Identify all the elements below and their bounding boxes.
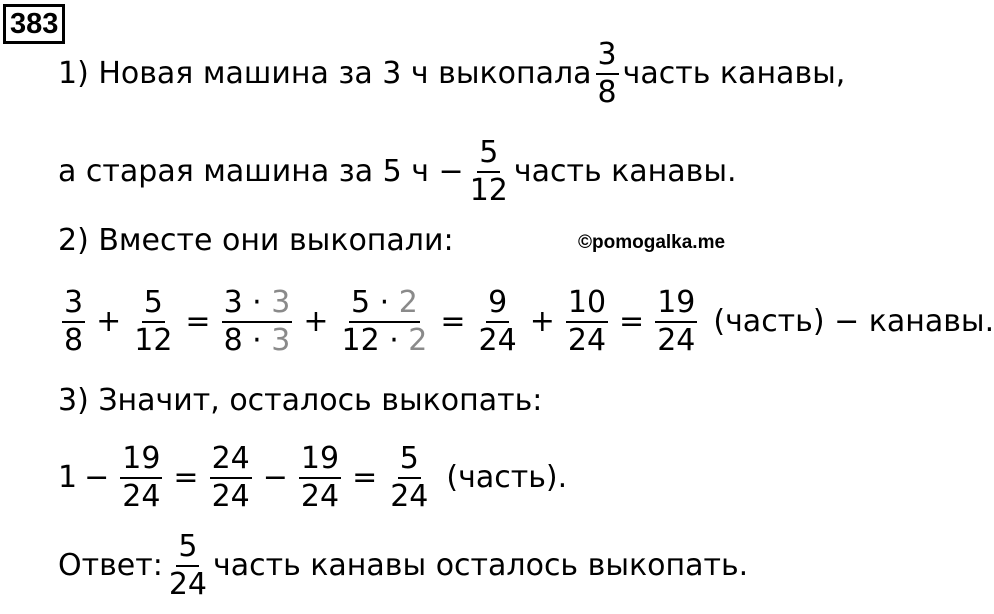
watermark: ©pomogalka.me	[578, 232, 726, 253]
equals-sign: =	[352, 460, 378, 495]
denominator: 12	[469, 173, 508, 208]
answer-tail: часть канавы осталось выкопать.	[213, 548, 749, 583]
line-2-text: а старая машина за 5 ч −	[58, 154, 464, 189]
denominator: 24	[657, 323, 696, 358]
factor: 8 ·	[223, 323, 272, 358]
numerator: 5	[477, 135, 500, 173]
numerator: 3	[596, 37, 619, 75]
equals-sign: =	[440, 304, 466, 339]
line-1-tail: часть канавы,	[622, 56, 846, 91]
numerator: 19	[299, 441, 341, 479]
denominator: 24	[168, 567, 207, 602]
fraction	[62, 285, 85, 359]
plus-sign: +	[96, 304, 122, 339]
denominator	[222, 323, 293, 359]
minus-sign: −	[84, 460, 110, 495]
problem-number: 383	[3, 4, 65, 44]
extra-factor: 3	[271, 323, 291, 358]
denominator: 24	[211, 479, 250, 514]
factor: 3 ·	[223, 285, 272, 320]
denominator: 8	[64, 323, 84, 358]
fraction-result	[655, 285, 697, 359]
plus-sign: +	[529, 304, 555, 339]
fraction	[566, 285, 608, 359]
numerator: 3	[62, 285, 85, 323]
fraction	[477, 285, 519, 359]
denominator: 8	[597, 75, 617, 110]
fraction	[299, 441, 341, 515]
denominator: 24	[567, 323, 607, 358]
numerator: 5	[398, 441, 421, 479]
numerator: 5	[176, 529, 199, 567]
numerator: 10	[566, 285, 608, 323]
line-6-tail: (часть).	[446, 460, 568, 495]
step-2-heading: 2) Вместе они выкопали:	[58, 223, 454, 258]
fraction-expanded	[222, 285, 293, 359]
answer-label: Ответ:	[58, 548, 163, 583]
fraction-expanded	[340, 285, 430, 359]
numerator: 24	[210, 441, 252, 479]
fraction	[132, 285, 174, 359]
denominator: 24	[300, 479, 340, 514]
fraction-5-12	[468, 135, 510, 209]
extra-factor: 2	[398, 285, 418, 320]
equals-sign: =	[185, 304, 211, 339]
denominator: 24	[390, 479, 429, 514]
fraction-3-8	[596, 37, 619, 111]
solution-line-6	[58, 428, 567, 528]
solution-line-1	[58, 24, 845, 124]
line-1-text: 1) Новая машина за 3 ч выкопала	[58, 56, 592, 91]
numerator: 5	[142, 285, 165, 323]
fraction	[120, 441, 162, 515]
extra-factor: 2	[408, 323, 428, 358]
answer-line	[58, 518, 748, 614]
equals-sign: =	[173, 460, 199, 495]
solution-line-3	[58, 206, 454, 276]
extra-factor: 3	[271, 285, 291, 320]
number-one: 1	[58, 460, 78, 495]
numerator: 19	[655, 285, 697, 323]
fraction-result	[388, 441, 430, 515]
solution-line-4	[58, 272, 994, 372]
numerator	[222, 285, 293, 323]
denominator	[340, 323, 430, 359]
fraction	[210, 441, 252, 515]
denominator: 12	[134, 323, 173, 358]
solution-line-5	[58, 366, 542, 436]
numerator: 9	[486, 285, 509, 323]
line-4-tail: (часть) − канавы.	[713, 304, 994, 339]
minus-sign: −	[262, 460, 288, 495]
numerator: 19	[120, 441, 162, 479]
answer-fraction	[167, 529, 209, 603]
numerator	[349, 285, 420, 323]
denominator: 24	[478, 323, 517, 358]
factor: 12 ·	[341, 323, 409, 358]
plus-sign: +	[303, 304, 329, 339]
equals-sign: =	[619, 304, 645, 339]
denominator: 24	[122, 479, 161, 514]
step-3-heading: 3) Значит, осталось выкопать:	[58, 383, 543, 418]
factor: 5 ·	[351, 285, 399, 320]
line-2-tail: часть канавы.	[513, 154, 737, 189]
